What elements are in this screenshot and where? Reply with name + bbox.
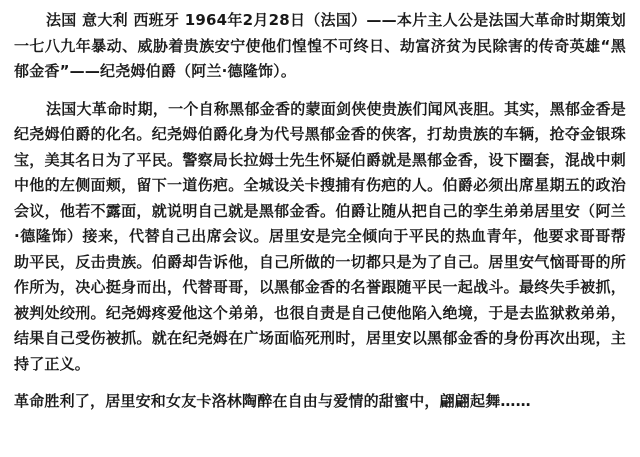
paragraph-ending: 革命胜利了，居里安和女友卡洛林陶醉在自由与爱情的甜蜜中，翩翩起舞…… bbox=[14, 392, 531, 410]
paragraph-plot: 法国大革命时期，一个自称黑郁金香的蒙面剑侠使贵族们闻风丧胆。其实，黑郁金香是纪尧姆伯爵的化名。纪尧姆伯爵化身为代号黑郁金香的侠客，打劫贵族的车辆，抢夺金银珠宝，美其名日为了平民。警察局长拉姆士先生怀疑伯爵就是黑郁金香，设下圈套，混战中刺中他的左侧面颊，留下一道伤疤。全城设关卡搜捕有伤疤的人。伯爵必须出席星期五的政治会议，他若不露面，就说明自己就是黑郁金香。伯爵让随从把自己的孪生弟弟居里安（阿兰·德隆饰）接来，代替自己出席会议。居里安是完全倾向于平民的热血青年，他要求哥哥帮助平民，反击贵族。伯爵却告诉他，自己所做的一切都只是为了自己。居里安气恼哥哥的所作所为，决心挺身而出，代替哥哥，以黑郁金香的名誉跟随平民一起战斗。最终失手被抓，被判处绞刑。纪尧姆疼爱他这个弟弟，也很自责是自己使他陷入绝境，于是去监狱救弟弟，结果自己受伤被抓。就在纪尧姆在广场面临死刑时，居里安以黑郁金香的身份再次出现，主持了正义。 bbox=[14, 99, 626, 373]
paragraph-intro: 法国 意大利 西班牙 1964年2月28日（法国）——本片主人公是法国大革命时期策划一七八九年暴动、威胁着贵族安宁使他们惶惶不可终日、劫富济贫为民除害的传奇英雄“黑郁金香”——纪尧姆伯爵（阿兰·德隆饰）。 bbox=[14, 11, 626, 80]
